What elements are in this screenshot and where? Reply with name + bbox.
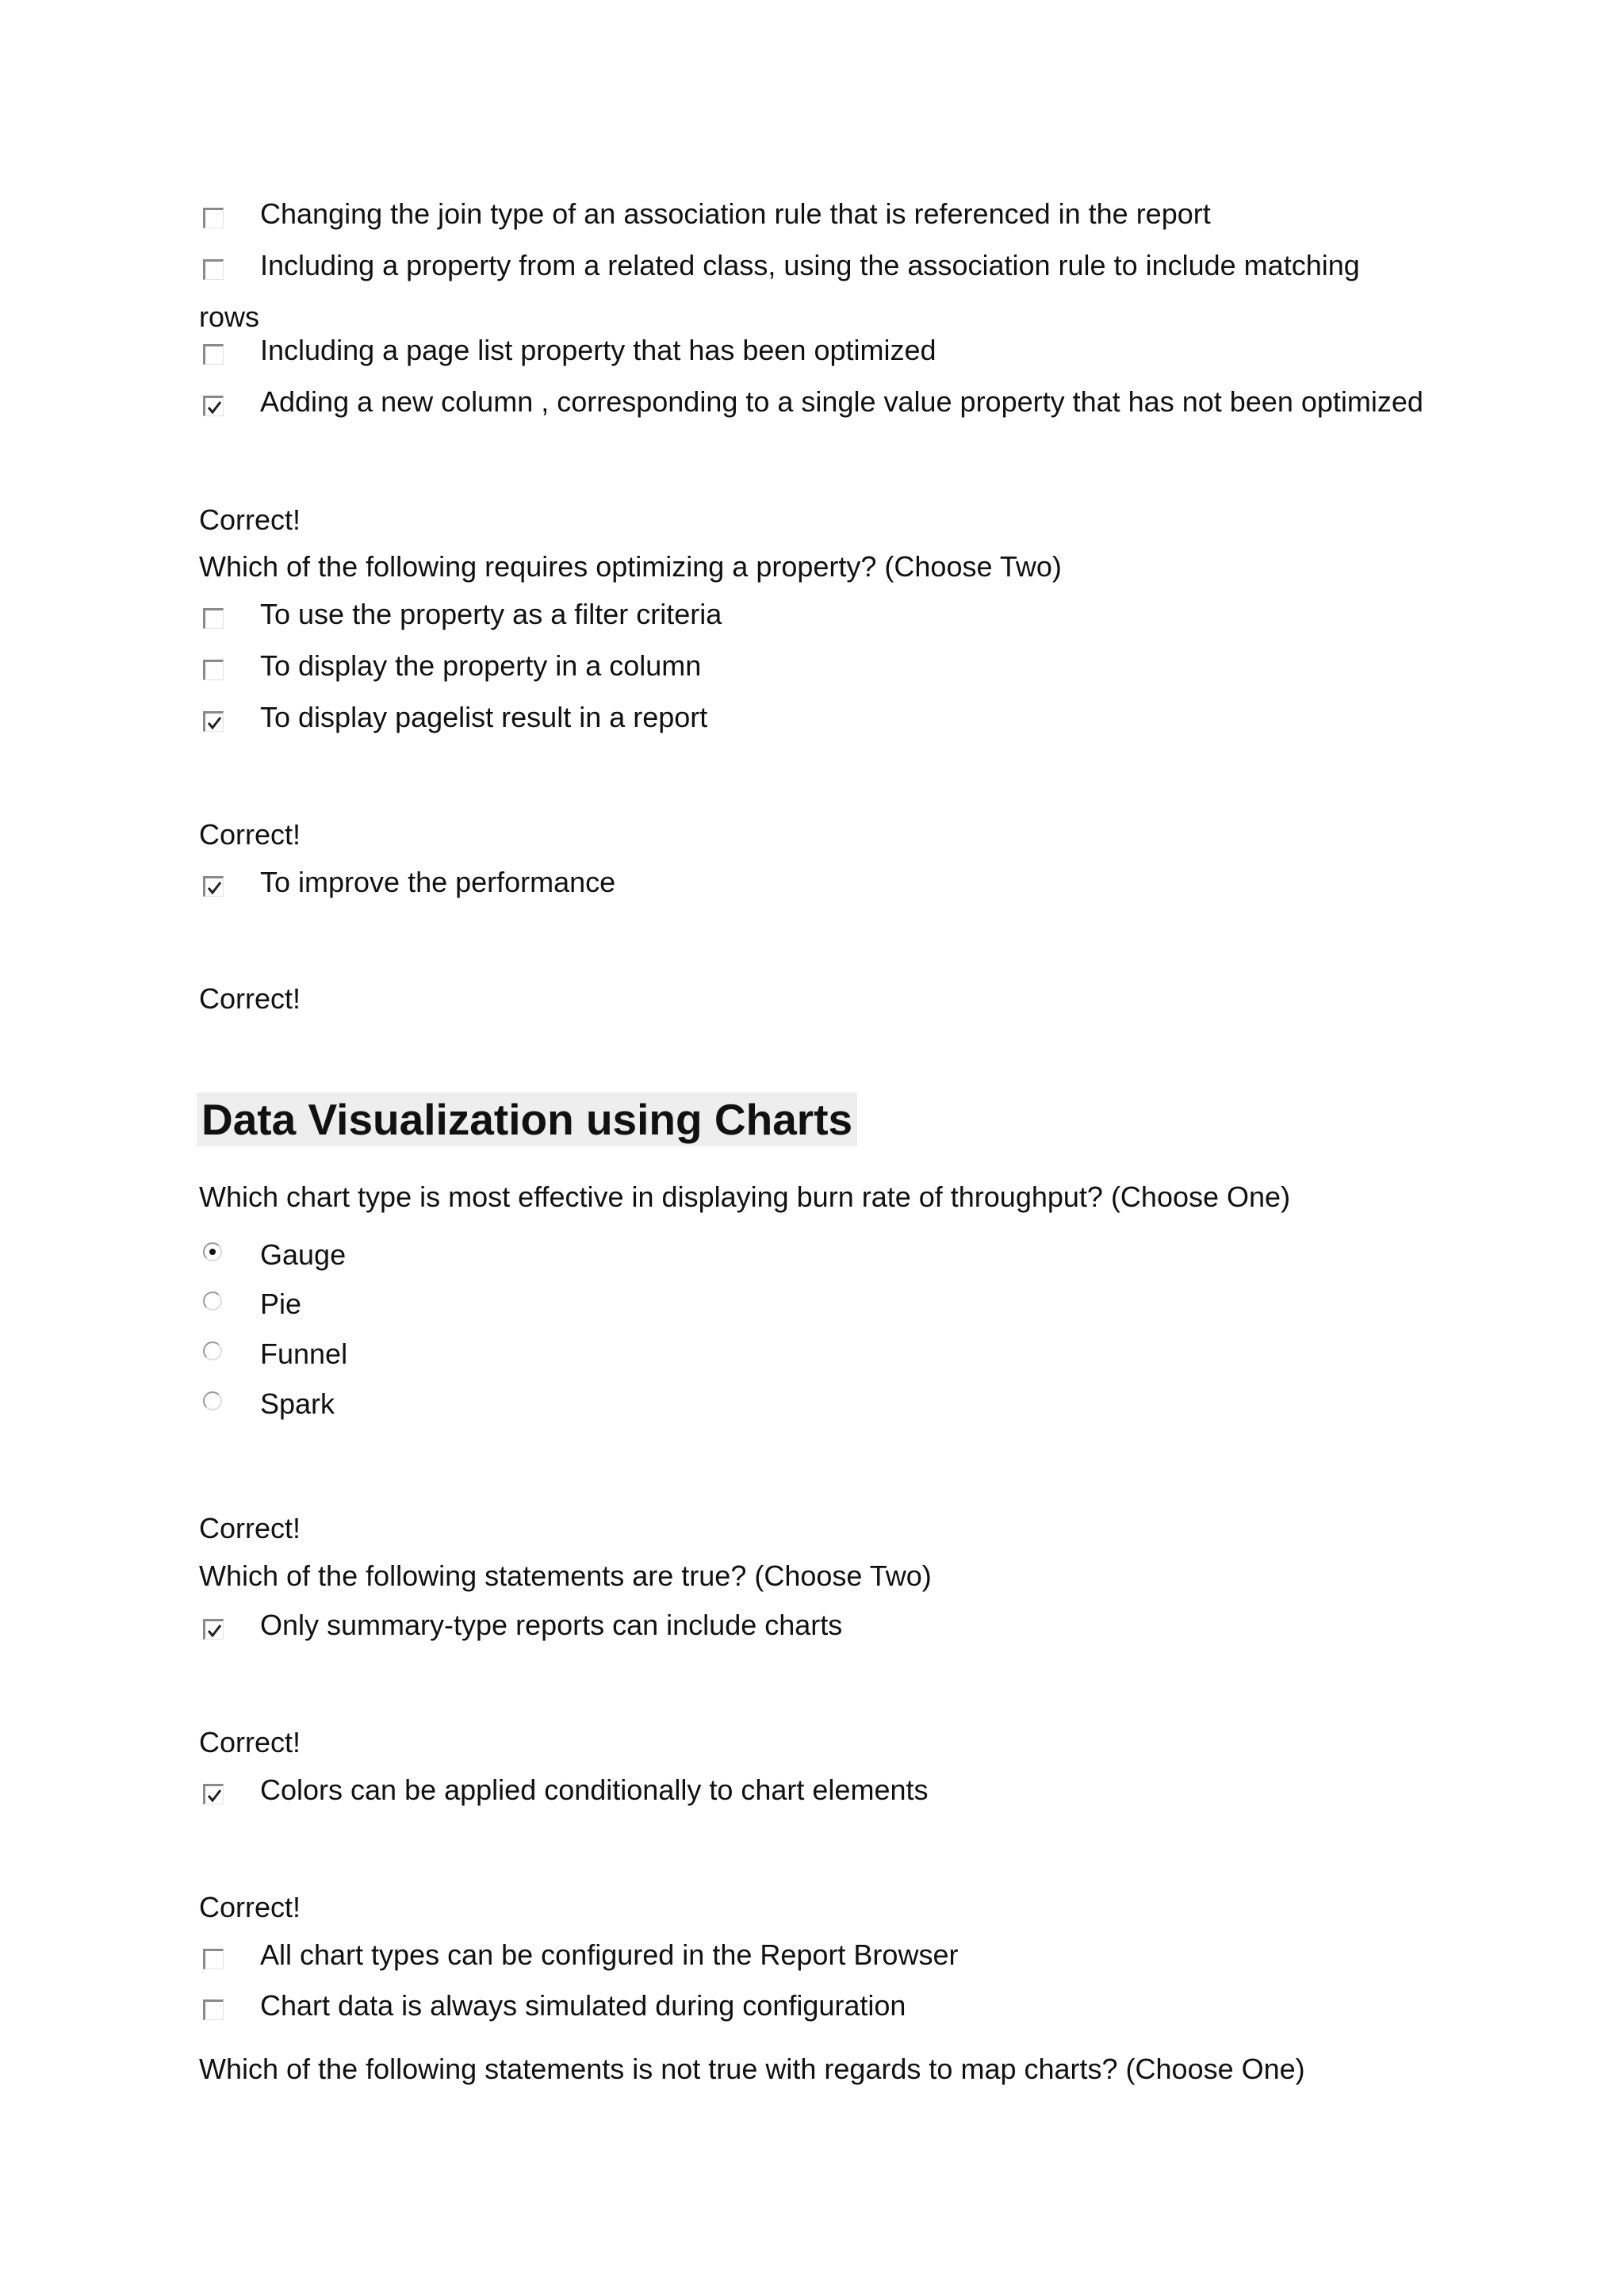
- checkbox-checked[interactable]: [203, 876, 224, 897]
- option-label: To improve the performance: [260, 866, 616, 898]
- option-label: To display the property in a column: [260, 649, 702, 682]
- radio-selected[interactable]: [203, 1242, 222, 1261]
- radio-dot-icon: [209, 1249, 216, 1255]
- option-label: Including a page list property that has been optimized: [260, 334, 936, 366]
- check-icon: [206, 714, 223, 731]
- checkbox-checked[interactable]: [203, 396, 224, 416]
- option-label: Gauge: [260, 1238, 347, 1271]
- checkbox[interactable]: [203, 344, 224, 365]
- check-icon: [206, 879, 223, 896]
- result-text: Correct!: [199, 503, 301, 536]
- checkbox[interactable]: [203, 660, 224, 680]
- result-text: Correct!: [199, 1726, 301, 1758]
- question-text: Which of the following statements are true? (Choose Two): [199, 1559, 932, 1592]
- option-label: Funnel: [260, 1337, 348, 1370]
- option-label: Only summary-type reports can include charts: [260, 1609, 843, 1641]
- option-label: Adding a new column , corresponding to a single value property that has not been optimized: [260, 385, 1423, 418]
- question-text: Which chart type is most effective in displaying burn rate of throughput? (Choose One): [199, 1181, 1291, 1213]
- option-label: Spark: [260, 1387, 335, 1420]
- result-text: Correct!: [199, 1512, 301, 1544]
- option-label: All chart types can be configured in the Report Browser: [260, 1938, 959, 1971]
- question-text: Which of the following requires optimizing a property? (Choose Two): [199, 550, 1062, 583]
- result-text: Correct!: [199, 982, 301, 1015]
- option-label: Including a property from a related class, using the association rule to include matching: [260, 249, 1360, 281]
- result-text: Correct!: [199, 1891, 301, 1923]
- check-icon: [206, 399, 223, 415]
- check-icon: [206, 1787, 223, 1804]
- option-label: To display pagelist result in a report: [260, 701, 708, 733]
- option-label: Pie: [260, 1288, 302, 1320]
- checkbox[interactable]: [203, 1949, 224, 1969]
- result-text: Correct!: [199, 818, 301, 851]
- option-label: Changing the join type of an association rule that is referenced in the report: [260, 197, 1211, 230]
- checkbox[interactable]: [203, 608, 224, 629]
- checkbox[interactable]: [203, 259, 224, 280]
- radio[interactable]: [203, 1292, 222, 1311]
- question-text: Which of the following statements is not true with regards to map charts? (Choose One): [199, 2053, 1305, 2085]
- checkbox-checked[interactable]: [203, 1619, 224, 1640]
- checkbox-checked[interactable]: [203, 711, 224, 732]
- option-label: To use the property as a filter criteria: [260, 598, 722, 630]
- checkbox[interactable]: [203, 1999, 224, 2020]
- wrapped-text: rows: [199, 300, 260, 333]
- checkbox[interactable]: [203, 208, 224, 228]
- radio[interactable]: [203, 1341, 222, 1360]
- option-label: Colors can be applied conditionally to chart elements: [260, 1774, 929, 1806]
- checkbox-checked[interactable]: [203, 1784, 224, 1804]
- radio[interactable]: [203, 1391, 222, 1410]
- section-heading: Data Visualization using Charts: [197, 1093, 857, 1146]
- option-label: Chart data is always simulated during configuration: [260, 1989, 906, 2022]
- check-icon: [206, 1622, 223, 1639]
